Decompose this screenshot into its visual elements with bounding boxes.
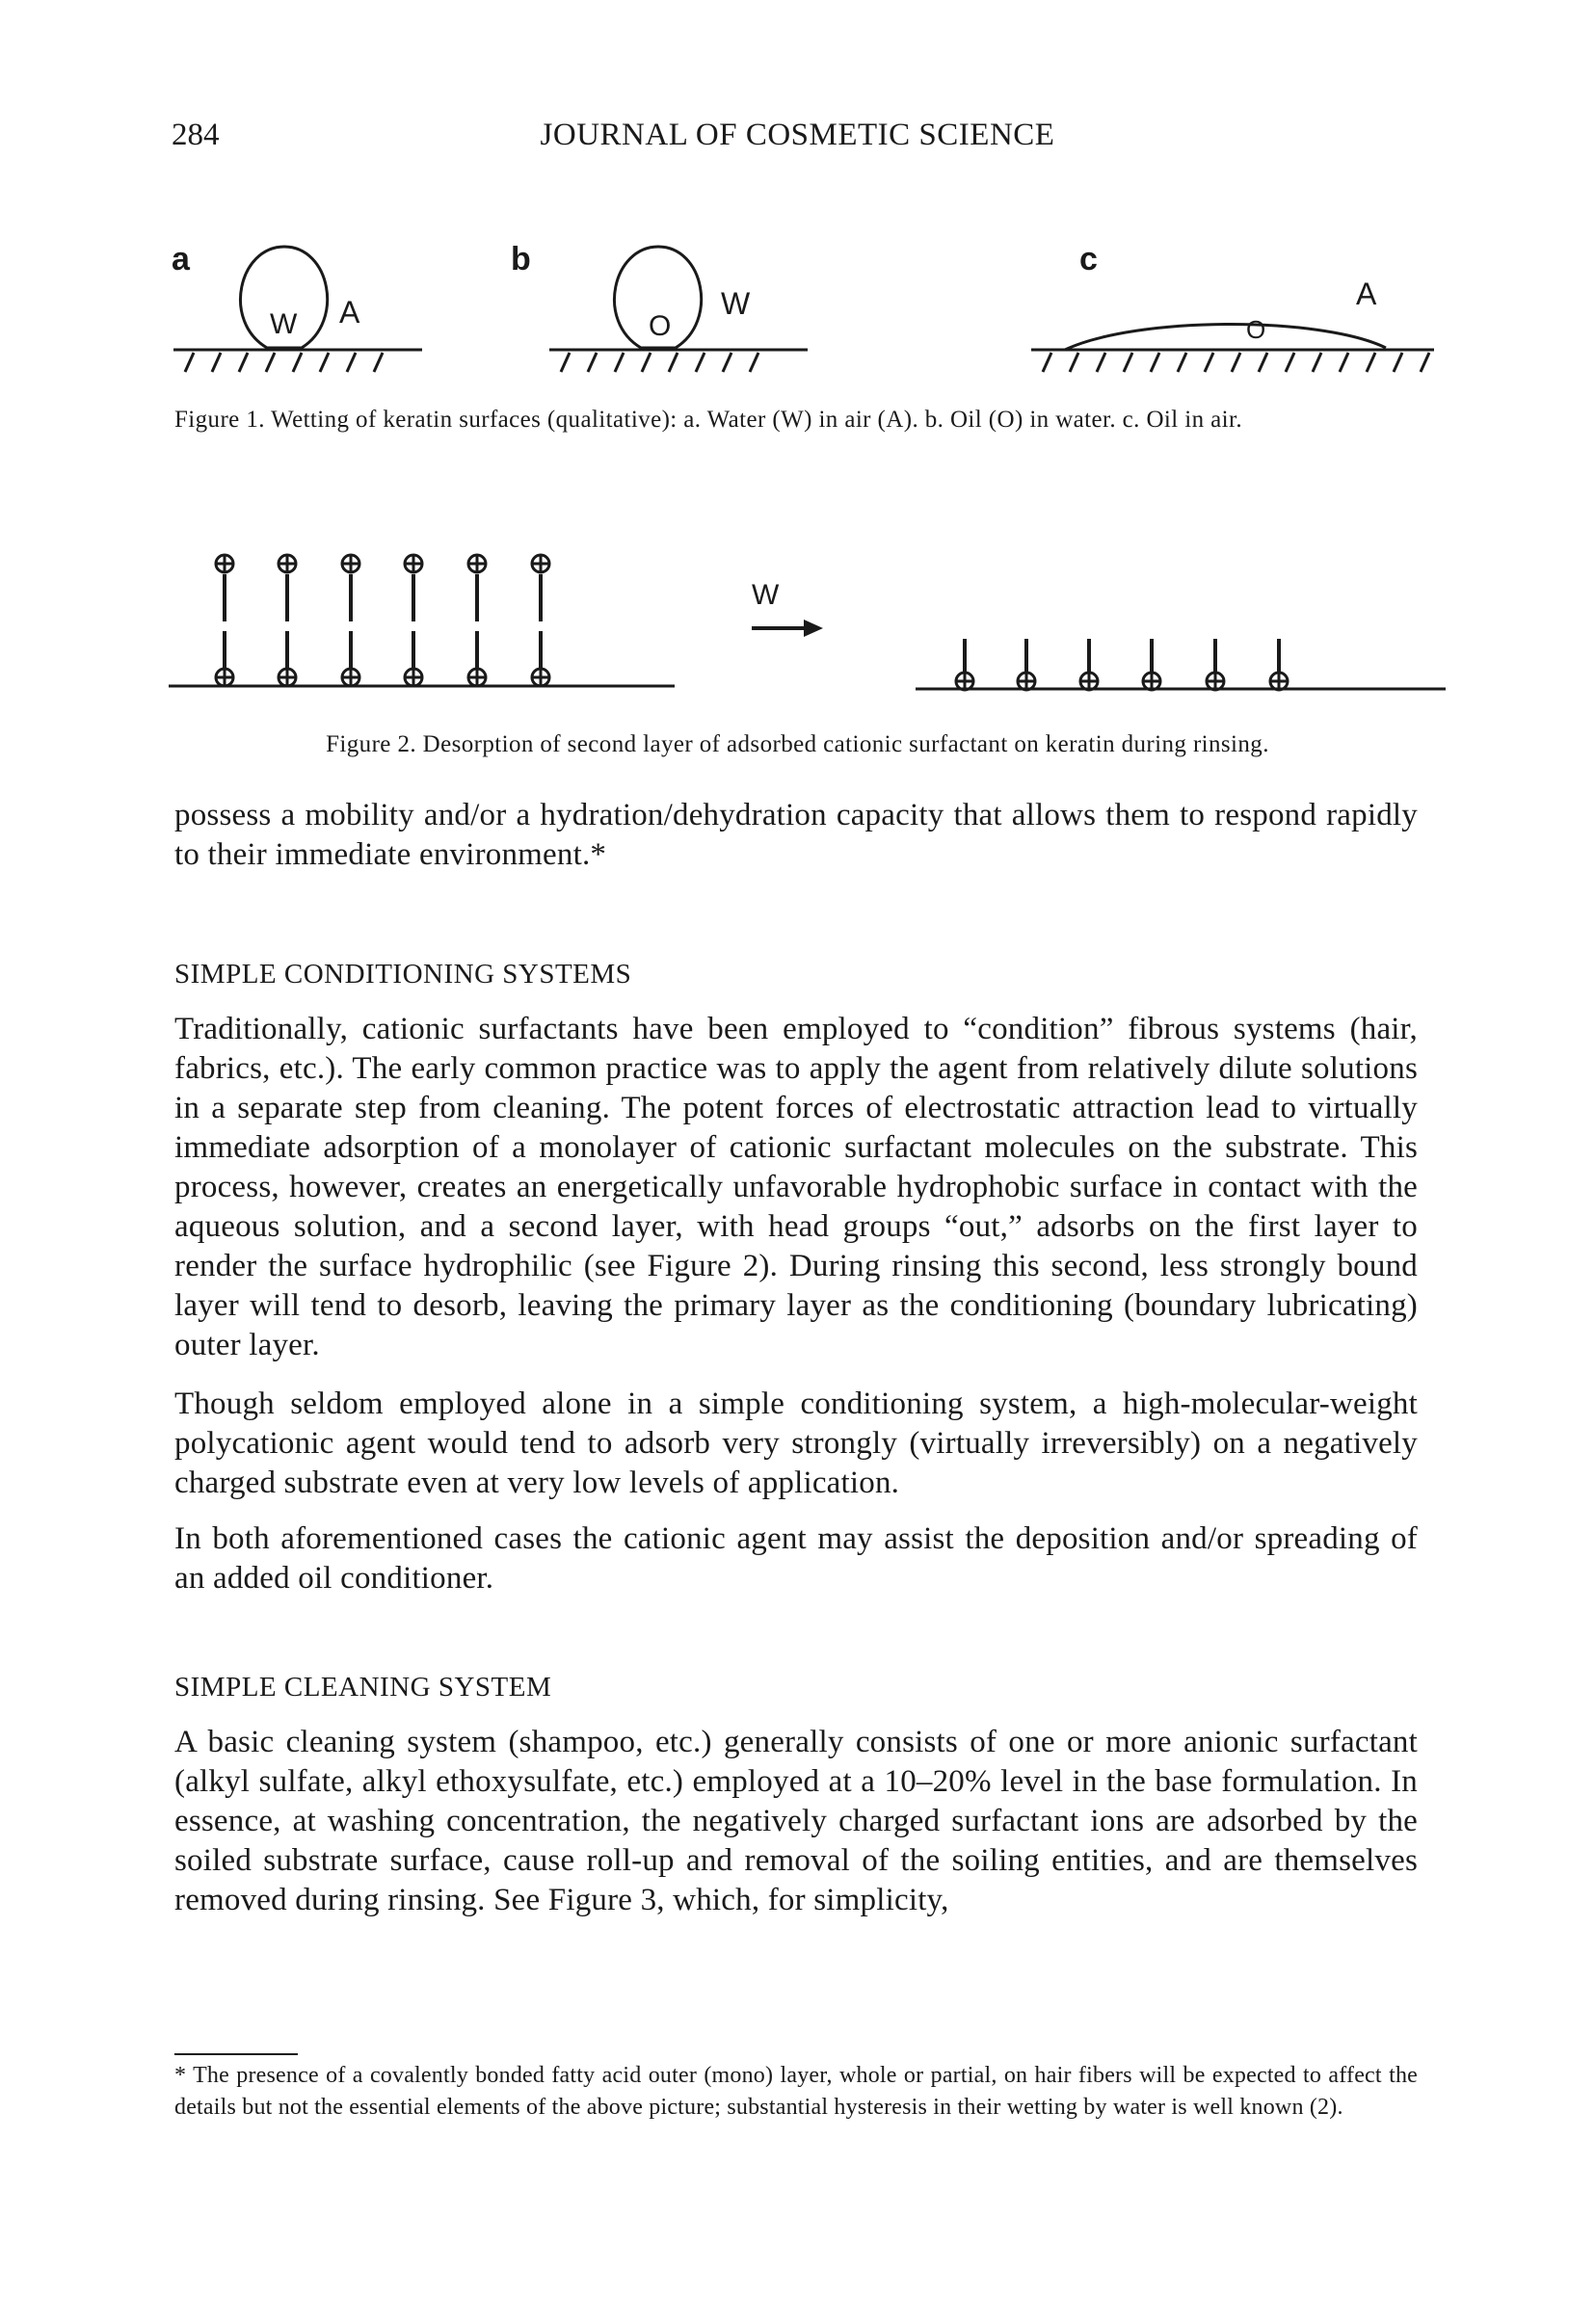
section-heading-conditioning: SIMPLE CONDITIONING SYSTEMS	[174, 959, 632, 990]
figure-2-caption	[0, 731, 1595, 758]
figure-1-medium-a: A	[339, 295, 360, 330]
figure-1-wetting-diagram	[164, 220, 1446, 393]
figure-1-drop-o: O	[649, 310, 672, 342]
paragraph-cleaning-1: A basic cleaning system (shampoo, etc.) generally consists of one or more anionic surfactant (alkyl sulfate, alkyl ethoxysulfate, etc.) employed at a 10–20% level in the base formulation. In essence, at washing concentration, the negatively charged surfactant ions are adsorbed by the soiled substrate surface, cause roll-up and removal of the soiling entities, and are themselves removed during rinsing. See Figure 3, which, for simplicity,	[174, 1725, 1418, 1917]
paragraph-conditioning-2: Though seldom employed alone in a simple conditioning system, a high-molecular-weight polycationic agent would tend to adsorb very strongly (virtually irreversibly) on a negatively charged substrate even at very low levels of application.	[174, 1386, 1418, 1500]
section-heading-cleaning: SIMPLE CLEANING SYSTEM	[174, 1672, 552, 1703]
figure-1-label-b: b	[511, 241, 531, 277]
figure-1-label-a: a	[172, 241, 190, 277]
figure-1-medium-a-c: A	[1356, 277, 1377, 311]
footnote: * The presence of a covalently bonded fatty acid outer (mono) layer, whole or partial, on hair fibers will be expected to affect the details but not the essential elements of the above picture; substantial hysteresis in their wetting by water is well known (2).	[174, 2063, 1418, 2120]
figure-1-drop-w: W	[270, 308, 298, 340]
figure-1-caption-label: Figure 1.	[174, 407, 265, 433]
figure-2-caption-label: Figure 2.	[326, 731, 416, 757]
footnote-rule	[174, 2053, 298, 2055]
journal-title: JOURNAL OF COSMETIC SCIENCE	[540, 118, 1055, 152]
intro-paragraph: possess a mobility and/or a hydration/dehydration capacity that allows them to respond rapidly to their immediate environment.*	[174, 798, 1418, 872]
figure-1-caption-text: Wetting of keratin surfaces (qualitative): a. Water (W) in air (A). b. Oil (O) in water. c. Oil in air.	[271, 407, 1242, 433]
figure-1-drop-o-spread: O	[1246, 315, 1266, 344]
figure-1-caption	[174, 404, 1418, 436]
figure-2-desorption-diagram	[164, 535, 1446, 708]
paragraph-conditioning-1: Traditionally, cationic surfactants have been employed to “condition” fibrous systems (hair, fabrics, etc.). The early common practice was to apply the agent from relatively dilute solutions in a separate step from cleaning. The potent forces of electrostatic attraction lead to virtually immediate adsorption of a monolayer of cationic surfactant molecules on the substrate. This process, however, creates an energetically unfavorable hydrophobic surface in contact with the aqueous solution, and a second layer, with head groups “out,” adsorbs on the first layer to render the surface hydrophilic (see Figure 2). During rinsing this second, less strongly bound layer will tend to desorb, leaving the primary layer as the conditioning (boundary lubricating) outer layer.	[174, 1012, 1418, 1362]
figure-2-arrow-label: W	[752, 579, 780, 611]
figure-2-caption-text: Desorption of second layer of adsorbed cationic surfactant on keratin during rinsing.	[422, 731, 1269, 757]
paragraph-conditioning-3: In both aforementioned cases the cationic agent may assist the deposition and/or spreading of an added oil conditioner.	[174, 1521, 1418, 1596]
page-number: 284	[172, 118, 220, 152]
figure-1-medium-w: W	[721, 286, 751, 321]
figure-1-label-c: c	[1079, 241, 1098, 277]
